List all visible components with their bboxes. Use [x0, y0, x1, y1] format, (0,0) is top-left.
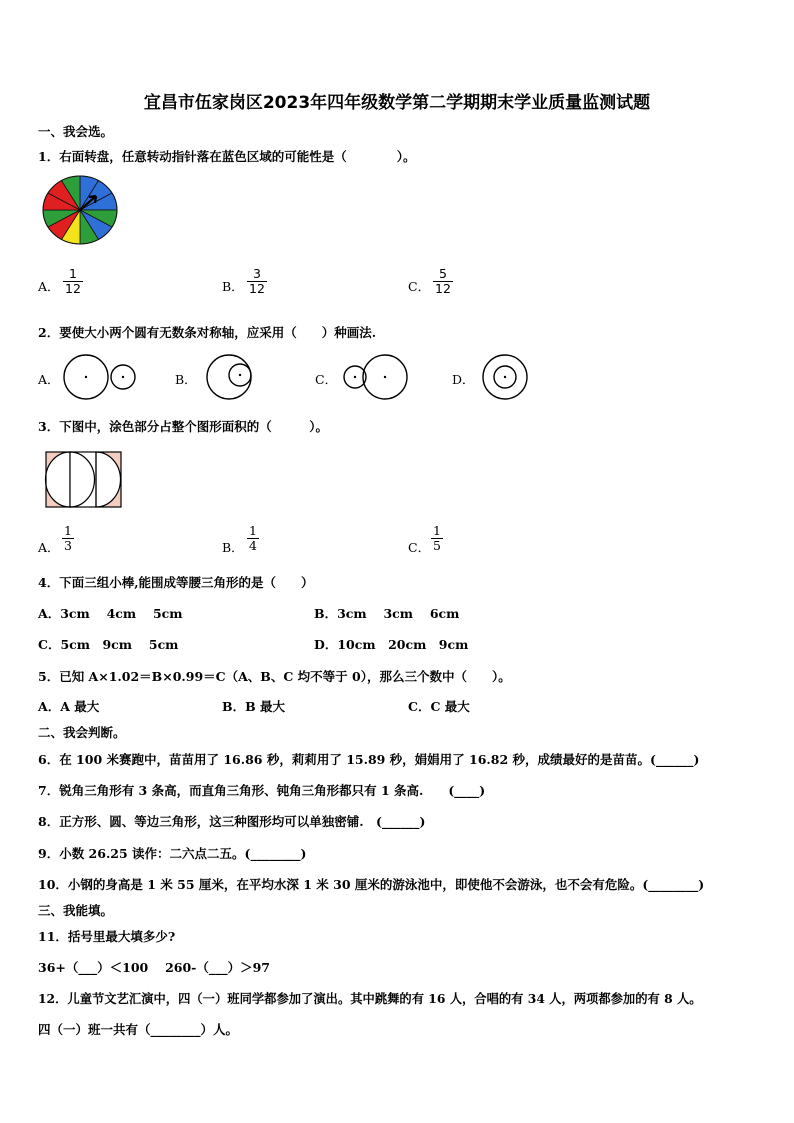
fraction-denominator: 12 [435, 281, 451, 297]
q5-option-c[interactable]: C．C 最大 [408, 699, 470, 714]
q1-option-c-fraction[interactable] [433, 267, 453, 297]
q3-option-c-label: C． [408, 540, 431, 555]
fraction-numerator: 1 [68, 266, 77, 281]
question-2-text: 2．要使大小两个圆有无数条对称轴，应采用（ ）种画法. [38, 325, 377, 340]
q2-option-b-circles[interactable] [205, 354, 255, 400]
q2-option-a-label: A． [38, 372, 60, 387]
section-choose-heading: 一、我会选。 [38, 124, 114, 139]
q1-option-a-label: A． [38, 279, 60, 294]
q2-option-c-label: C． [315, 372, 338, 387]
question-1-text: 1．右面转盘，任意转动指针落在蓝色区域的可能性是（ ）。 [38, 149, 416, 164]
q4-option-d[interactable]: D．10cm 20cm 9cm [314, 637, 469, 652]
q5-option-b[interactable]: B．B 最大 [222, 699, 285, 714]
question-11-text: 11．括号里最大填多少? [38, 929, 176, 944]
q5-option-a[interactable]: A．A 最大 [38, 699, 100, 714]
q1-option-c-label: C． [408, 279, 431, 294]
q3-option-c-fraction[interactable] [431, 524, 443, 554]
fraction-numerator: 1 [64, 523, 72, 538]
q1-option-b-fraction[interactable] [247, 267, 267, 297]
q1-option-a-fraction[interactable] [63, 267, 83, 297]
q11-expression[interactable]: 36+（___）＜100 260-（___）＞97 [38, 960, 270, 975]
q4-option-c[interactable]: C．5cm 9cm 5cm [38, 637, 179, 652]
q2-option-a-circles[interactable] [62, 354, 140, 400]
q1-option-b-label: B． [222, 279, 244, 294]
question-10-text: 10．小钢的身高是 1 米 55 厘米，在平均水深 1 米 30 厘米的游泳池中，即使他不会游泳，也不会有危险。(________) [38, 877, 705, 892]
q4-option-a[interactable]: A．3cm 4cm 5cm [38, 606, 183, 621]
question-3-text: 3．下图中，涂色部分占整个图形面积的（ ）。 [38, 419, 328, 434]
fraction-denominator: 4 [249, 538, 257, 554]
question-9-text: 9．小数 26.25 读作：二六点二五。(________) [38, 846, 307, 861]
fraction-numerator: 1 [433, 523, 441, 538]
q3-option-a-label: A． [38, 540, 60, 555]
fraction-denominator: 12 [249, 281, 265, 297]
fraction-numerator: 1 [249, 523, 257, 538]
page-title: 宜昌市伍家岗区2023年四年级数学第二学期期末学业质量监测试题 [143, 93, 651, 113]
question-6-text: 6．在 100 米赛跑中，苗苗用了 16.86 秒，莉莉用了 15.89 秒，娟娟用了 16.82 秒，成绩最好的是苗苗。(______) [38, 752, 700, 767]
q3-option-a-fraction[interactable] [62, 524, 74, 554]
fraction-numerator: 3 [252, 266, 261, 281]
question-4-text: 4．下面三组小棒,能围成等腰三角形的是（ ） [38, 575, 314, 590]
question-8-text: 8．正方形、圆、等边三角形，这三种图形均可以单独密铺. (______) [38, 814, 426, 829]
q2-option-d-circles[interactable] [481, 354, 529, 400]
section-judge-heading: 二、我会判断。 [38, 725, 126, 740]
fraction-denominator: 5 [433, 538, 441, 554]
fraction-denominator: 12 [65, 281, 81, 297]
section-fill-heading: 三、我能填。 [38, 903, 114, 918]
q2-option-d-label: D． [452, 372, 475, 387]
fraction-denominator: 3 [64, 538, 72, 554]
q3-option-b-label: B． [222, 540, 244, 555]
q3-shaded-figure [46, 452, 122, 508]
q2-option-b-label: B． [175, 372, 197, 387]
q4-option-b[interactable]: B．3cm 3cm 6cm [314, 606, 460, 621]
q2-option-c-circles[interactable] [342, 354, 410, 400]
question-7-text: 7．锐角三角形有 3 条高，而直角三角形、钝角三角形都只有 1 条高. (____) [38, 783, 486, 798]
q3-option-b-fraction[interactable] [247, 524, 259, 554]
question-12-line-2[interactable]: 四（一）班一共有（________）人。 [38, 1022, 239, 1037]
spinner-wheel [42, 175, 118, 245]
question-12-line-1: 12．儿童节文艺汇演中，四（一）班同学都参加了演出。其中跳舞的有 16 人，合唱的有 34 人，两项都参加的有 8 人。 [38, 991, 702, 1006]
question-5-text: 5．已知 A×1.02＝B×0.99＝C（A、B、C 均不等于 0），那么三个数中（ ）。 [38, 669, 511, 684]
fraction-numerator: 5 [438, 266, 447, 281]
